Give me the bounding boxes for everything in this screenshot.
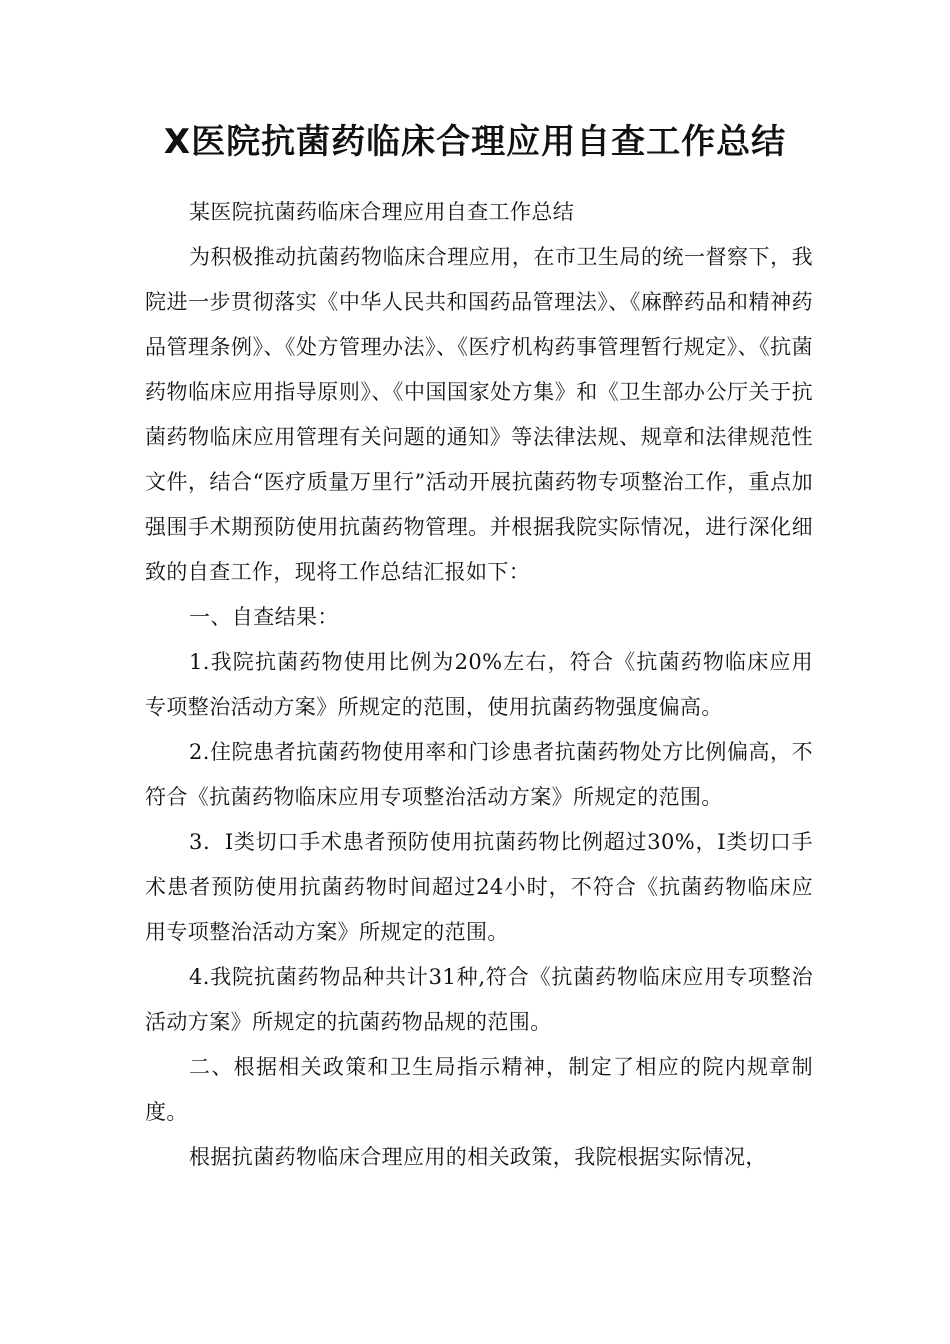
- result-item-4: 4.我院抗菌药物品种共计31种,符合《抗菌药物临床应用专项整治活动方案》所规定的抗菌药物品规的范围。: [145, 965, 813, 1034]
- document-body: [145, 190, 813, 1180]
- section-heading-self-check-results: 一、自查结果：: [189, 605, 339, 629]
- result-item-3: 3．I类切口手术患者预防使用抗菌药物比例超过30%，I类切口手术患者预防使用抗菌药物时间超过24小时，不符合《抗菌药物临床应用专项整治活动方案》所规定的范围。: [145, 830, 813, 944]
- result-item-1: 1.我院抗菌药物使用比例为20%左右，符合《抗菌药物临床应用专项整治活动方案》所规定的范围，使用抗菌药物强度偏高。: [145, 650, 813, 719]
- intro-paragraph: 为积极推动抗菌药物临床合理应用，在市卫生局的统一督察下，我院进一步贯彻落实《中华人民共和国药品管理法》、《麻醉药品和精神药品管理条例》、《处方管理办法》、《医疗机构药事管理暂行规定》、《抗菌药物临床应用指导原则》、《中国国家处方集》和《卫生部办公厅关于抗菌药物临床应用管理有关问题的通知》等法律法规、规章和法律规范性文件，结合“医疗质量万里行”活动开展抗菌药物专项整治工作，重点加强围手术期预防使用抗菌药物管理。并根据我院实际情况，进行深化细致的自查工作，现将工作总结汇报如下：: [145, 245, 813, 584]
- section-heading-regulations: 二、根据相关政策和卫生局指示精神，制定了相应的院内规章制度。: [145, 1055, 813, 1124]
- subtitle-paragraph: 某医院抗菌药临床合理应用自查工作总结: [189, 200, 575, 224]
- regulations-paragraph: 根据抗菌药物临床合理应用的相关政策，我院根据实际情况，: [189, 1145, 767, 1169]
- document-title: X医院抗菌药临床合理应用自查工作总结: [163, 122, 787, 162]
- result-item-2: 2.住院患者抗菌药物使用率和门诊患者抗菌药物处方比例偏高，不符合《抗菌药物临床应用专项整治活动方案》所规定的范围。: [145, 740, 813, 809]
